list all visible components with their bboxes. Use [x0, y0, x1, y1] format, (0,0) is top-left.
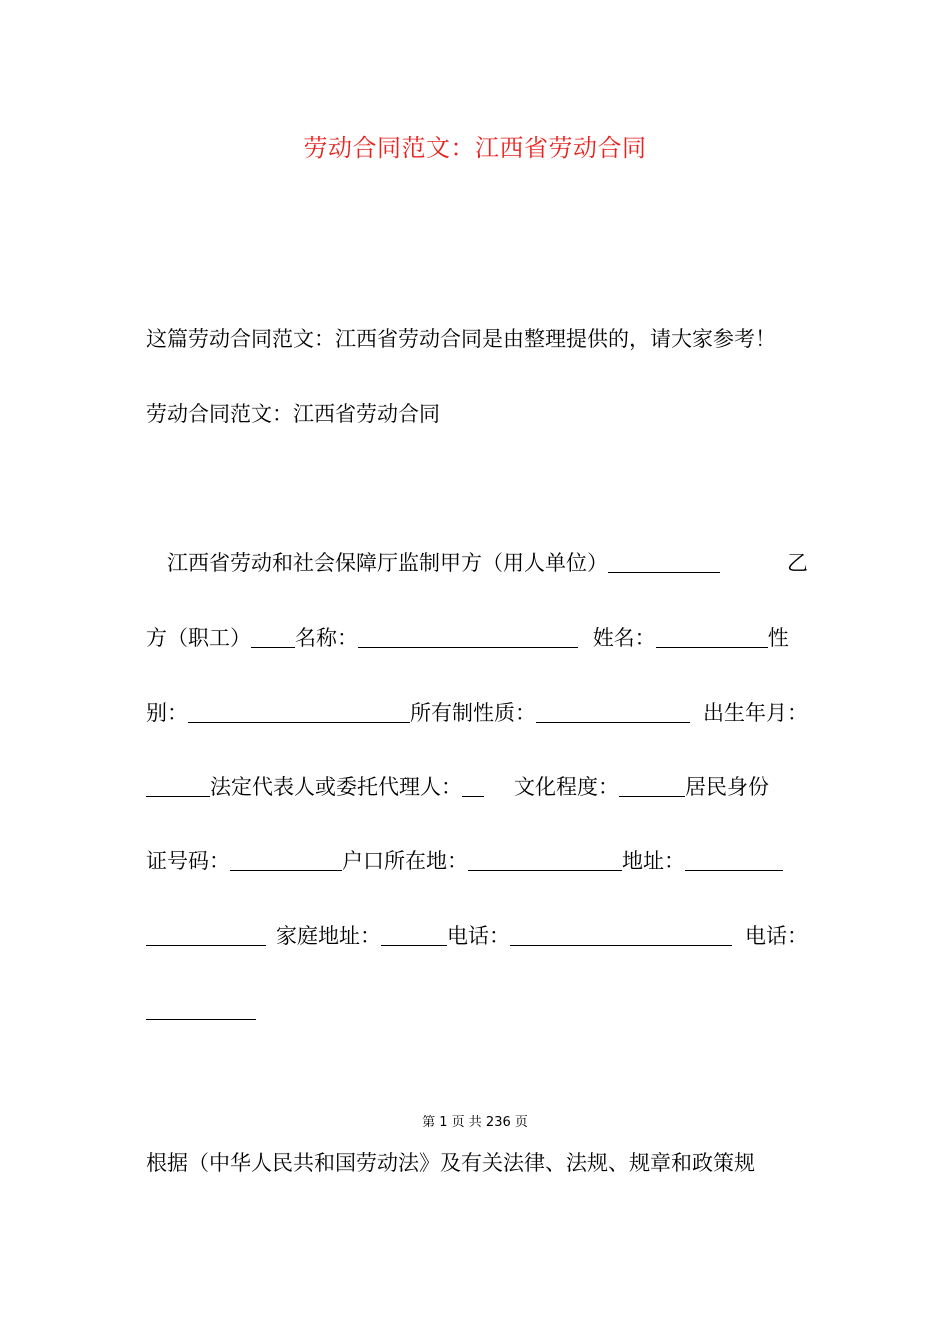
gender-blank: [188, 700, 410, 723]
form-row-5: [146, 846, 808, 876]
phone-blank-1: [510, 923, 732, 946]
address-label: 地址：: [622, 849, 685, 873]
birth-label: 出生年月：: [703, 701, 808, 725]
name-label: 名称：: [295, 626, 358, 650]
form-row-1: [146, 548, 808, 578]
party-b-blank: [251, 625, 295, 648]
name-blank: [358, 625, 578, 648]
birth-blank: [146, 774, 210, 797]
education-label: 文化程度：: [514, 775, 619, 799]
id-blank: [230, 848, 342, 871]
form-row-7: [146, 995, 808, 1025]
phone-label-2: 电话：: [745, 924, 808, 948]
party-b-prefix: 乙: [787, 551, 808, 575]
form-row-6: [146, 921, 808, 951]
id-label-2: 证号码：: [146, 849, 230, 873]
legal-rep-label: 法定代表人或委托代理人：: [210, 775, 462, 799]
party-a-line: [146, 548, 720, 578]
id-label-1: 居民身份: [685, 775, 769, 799]
home-address-label: 家庭地址：: [276, 924, 381, 948]
address-blank-2: [146, 923, 266, 946]
basis-paragraph: 根据（中华人民共和国劳动法》及有关法律、法规、规章和政策规: [146, 1151, 755, 1175]
address-blank: [685, 848, 783, 871]
form-row-4: [146, 772, 808, 802]
party-b-suffix: 方（职工）: [146, 626, 251, 650]
gender-label-2: 别：: [146, 701, 188, 725]
party-a-blank: [608, 550, 720, 573]
home-address-blank: [381, 923, 447, 946]
person-name-label: 姓名：: [592, 626, 656, 650]
phone-blank-2: [146, 997, 256, 1020]
intro-paragraph: 这篇劳动合同范文：江西省劳动合同是由整理提供的，请大家参考！: [146, 327, 776, 351]
document-title: 劳动合同范文：江西省劳动合同: [303, 134, 647, 162]
issuer-party-a-label: 江西省劳动和社会保障厅监制甲方（用人单位）: [167, 551, 608, 575]
document-subtitle: 劳动合同范文：江西省劳动合同: [146, 402, 440, 426]
ownership-blank: [536, 700, 690, 723]
hukou-label: 户口所在地：: [342, 849, 468, 873]
form-row-3: [146, 698, 808, 728]
page-footer: 第 1 页 共 236 页: [422, 1115, 528, 1130]
hukou-blank: [468, 848, 622, 871]
form-row-2: [146, 623, 808, 653]
gender-label-1: 性: [767, 626, 789, 650]
legal-rep-blank: [462, 774, 484, 797]
phone-label-1: 电话：: [447, 924, 510, 948]
ownership-label: 所有制性质：: [410, 701, 536, 725]
education-blank: [619, 774, 685, 797]
person-name-blank: [656, 625, 768, 648]
